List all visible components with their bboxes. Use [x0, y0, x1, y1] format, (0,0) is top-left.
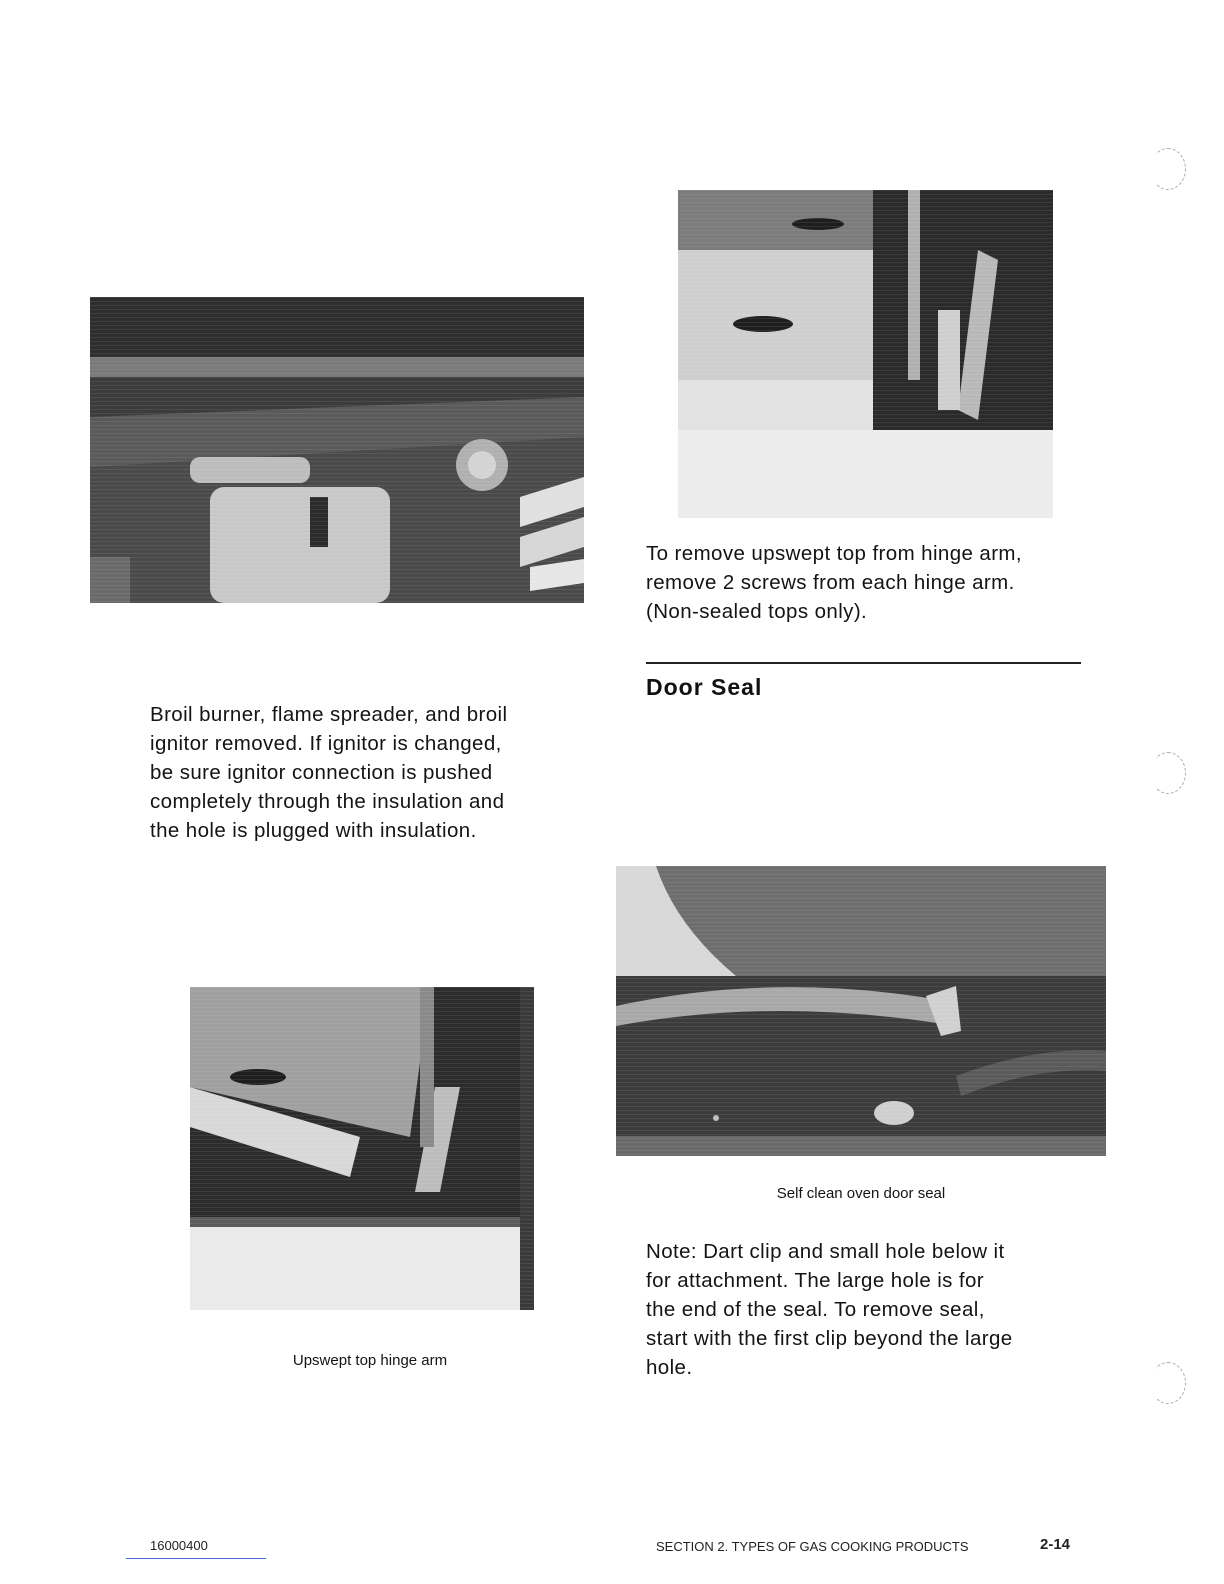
punch-hole-top [1150, 148, 1186, 190]
hinge-arm-screws-photo [678, 190, 1053, 518]
section-divider [646, 662, 1081, 664]
punch-hole-bottom [1150, 1362, 1186, 1404]
page-number: 2-14 [1040, 1536, 1071, 1553]
hinge-removal-text: To remove upswept top from hinge arm, remove 2 screws from each hinge arm. (Non-sealed tops only). [646, 542, 1022, 623]
door-seal-note-text: Note: Dart clip and small hole below it for attachment. The large hole is for the end of the seal. To remove seal, start with the first clip beyond the large hole. [646, 1240, 1013, 1379]
footer-line [126, 1558, 266, 1559]
punch-hole-middle [1150, 752, 1186, 794]
upswept-top-hinge-arm-photo [190, 987, 534, 1310]
document-number: 16000400 [150, 1538, 208, 1553]
oven-door-seal-photo [616, 866, 1106, 1156]
broil-burner-photo [90, 297, 584, 603]
broil-burner-text: Broil burner, flame spreader, and broil ignitor removed. If ignitor is changed, be sure ignitor connection is pushed completely through the insulation and the hole is plugged with insulation. [150, 703, 508, 842]
hinge-arm-caption: Upswept top hinge arm [292, 1352, 448, 1369]
door-seal-caption: Self clean oven door seal [776, 1185, 946, 1202]
door-seal-heading: Door Seal [646, 674, 763, 700]
footer-section-label: SECTION 2. TYPES OF GAS COOKING PRODUCTS [656, 1539, 969, 1554]
